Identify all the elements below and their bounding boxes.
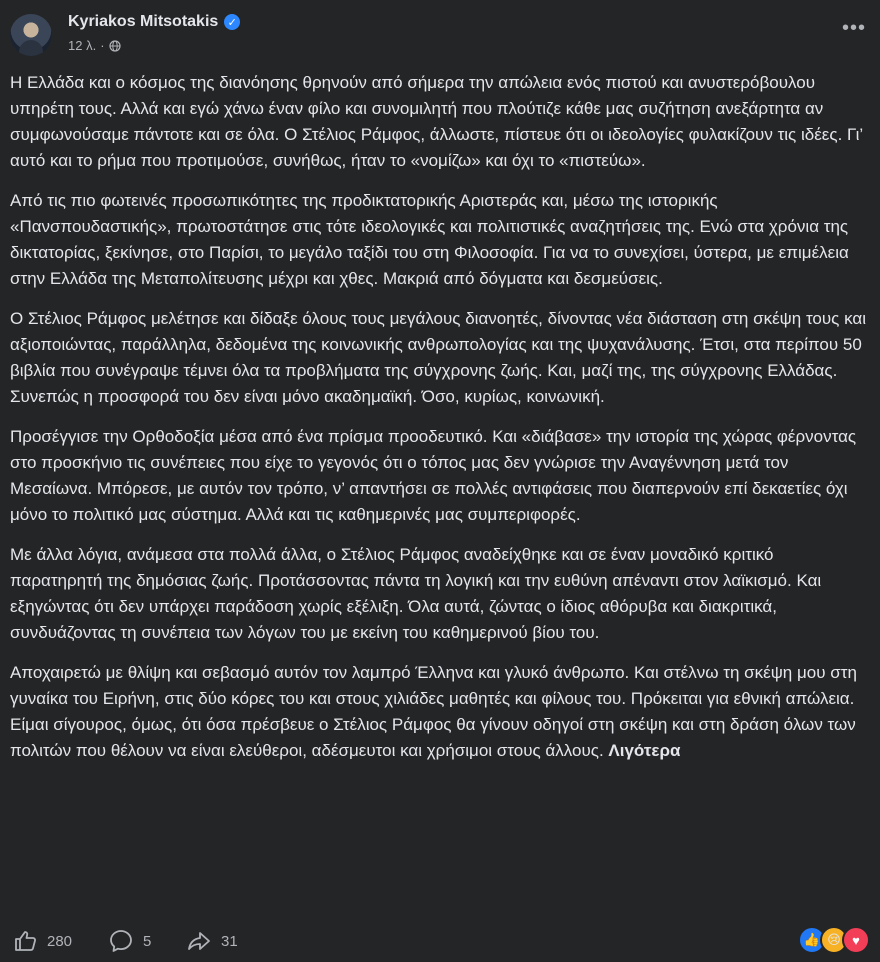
comment-count: 5 xyxy=(143,932,152,950)
author-row xyxy=(68,13,240,31)
post-time[interactable]: 12 λ. xyxy=(68,38,97,53)
share-arrow-icon xyxy=(186,928,212,954)
post-meta: 12 λ. · xyxy=(68,38,121,53)
paragraph-last xyxy=(10,660,868,764)
paragraph: Ο Στέλιος Ράμφος μελέτησε και δίδαξε όλους τους μεγάλους διανοητές, δίνοντας νέα διάσταση στη σκέψη τους και αξιοποιώντας, παράλληλα, δεδομένα της κοινωνικής ανθρωπολογίας και της ψυχανάλυσης. Έτσι, στα περίπου 50 βιβλία που συνέγραψε τέμνει όλα τα προβλήματα της σύγχρονης ζωής. Και, μαζί της, της σύγχρονης Ελλάδας. Συνεπώς η προσφορά του δεν είναι μόνο ακαδημαϊκή. Όσο, κυρίως, κοινωνική. xyxy=(10,309,866,406)
paragraph: Προσέγγισε την Ορθοδοξία μέσα από ένα πρίσμα προοδευτικό. Και «διάβασε» την ιστορία της χώρας φέρνοντας στο προσκήνιο τις συνέπειες που είχε το γεγονός ότι ο τόπος μας δεν γνώρισε την Αναγέννηση μετά τον Μεσαίωνα. Μπόρεσε, με αυτόν τον τρόπο, ν’ απαντήσει σε πολλές αντιφάσεις που διαπερνούν επί δεκαετίες όχι μόνο το πολιτικό μας σύστημα. Αλλά και τις καθημερινές μας συμπεριφορές. xyxy=(10,427,857,524)
post-body xyxy=(10,70,868,778)
verified-badge-icon: ✓ xyxy=(224,14,240,30)
like-count: 280 xyxy=(47,932,73,950)
post-header xyxy=(0,0,880,64)
see-less-link[interactable]: Λιγότερα xyxy=(608,741,681,760)
like-button[interactable] xyxy=(12,928,72,954)
paragraph: Με άλλα λόγια, ανάμεσα στα πολλά άλλα, ο Στέλιος Ράμφος αναδείχθηκε και σε έναν μοναδικό κριτικό παρατηρητή της δημόσιας ζωής. Προτάσσοντας πάντα τη λογική και την ευθύνη απέναντι στον λαϊκισμό. Και εξηγώντας ότι δεν υπάρχει παράδοση χωρίς εξέλιξη. Όλα αυτά, ζώντας ο ίδιος αθόρυβα και διακριτικά, συνδυάζοντας τη συνέπεια των λόγων του με εκείνη του καθημερινού βίου του. xyxy=(10,545,822,642)
reactions-summary[interactable] xyxy=(804,926,870,954)
love-reaction-icon: ♥ xyxy=(842,926,870,954)
paragraph-text: Αποχαιρετώ με θλίψη και σεβασμό αυτόν τον λαμπρό Έλληνα και γλυκό άνθρωπο. Και στέλνω τη σκέψη μου στη γυναίκα του Ειρήνη, στις δύο κόρες του και στους χιλιάδες μαθητές και φίλους του. Πρόκειται για εθνική απώλεια. Είμαι σίγουρος, όμως, ότι όσα πρέσβευε ο Στέλιος Ράμφος θα γίνουν οδηγοί στη σκέψη και στη δράση όλων των πολιτών που θέλουν να είναι ελεύθεροι, αδέσμευτοι και χρήσιμοι στους άλλους. xyxy=(10,663,857,760)
post-footer xyxy=(0,918,880,962)
more-options-icon[interactable]: ••• xyxy=(841,17,866,39)
globe-icon xyxy=(109,40,121,52)
sad-reaction-icon: 😢 xyxy=(820,926,848,954)
paragraph: Από τις πιο φωτεινές προσωπικότητες της προδικτατορικής Αριστεράς και, μέσω της ιστορικής «Πανσπουδαστικής», πρωτοστάτησε στις τότε ιδεολογικές και πολιτιστικές αναζητήσεις της. Ενώ στα χρόνια της δικτατορίας, ξεκίνησε, στο Παρίσι, το μεγάλο ταξίδι του στη Φιλοσοφία. Για να το συνεχίσει, ύστερα, με επιμέλεια στην Ελλάδα της Μεταπολίτευσης μέχρι και χθες. Μακριά από δόγματα και δεσμεύσεις. xyxy=(10,191,849,288)
author-name[interactable]: Kyriakos Mitsotakis xyxy=(68,13,219,30)
comment-bubble-icon xyxy=(108,928,134,954)
thumbs-up-icon xyxy=(12,928,38,954)
avatar[interactable] xyxy=(10,14,52,56)
share-count: 31 xyxy=(221,932,238,950)
share-button[interactable] xyxy=(186,928,238,954)
comment-button[interactable] xyxy=(108,928,151,954)
paragraph: Η Ελλάδα και ο κόσμος της διανόησης θρηνούν από σήμερα την απώλεια ενός πιστού και ανυστερόβουλου υπηρέτη τους. Αλλά και εγώ χάνω έναν φίλο και συνομιλητή που πλούτιζε κάθε μας συζήτηση ανεξάρτητα αν συμφωνούσαμε πάντοτε και σε όλα. Ο Στέλιος Ράμφος, άλλωστε, πίστευε ότι οι ιδεολογίες φυλακίζουν τις ιδέες. Γι’ αυτό και το ρήμα που προτιμούσε, συνήθως, ήταν το «νομίζω» και όχι το «πιστεύω». xyxy=(10,73,863,170)
like-reaction-icon: 👍 xyxy=(798,926,826,954)
